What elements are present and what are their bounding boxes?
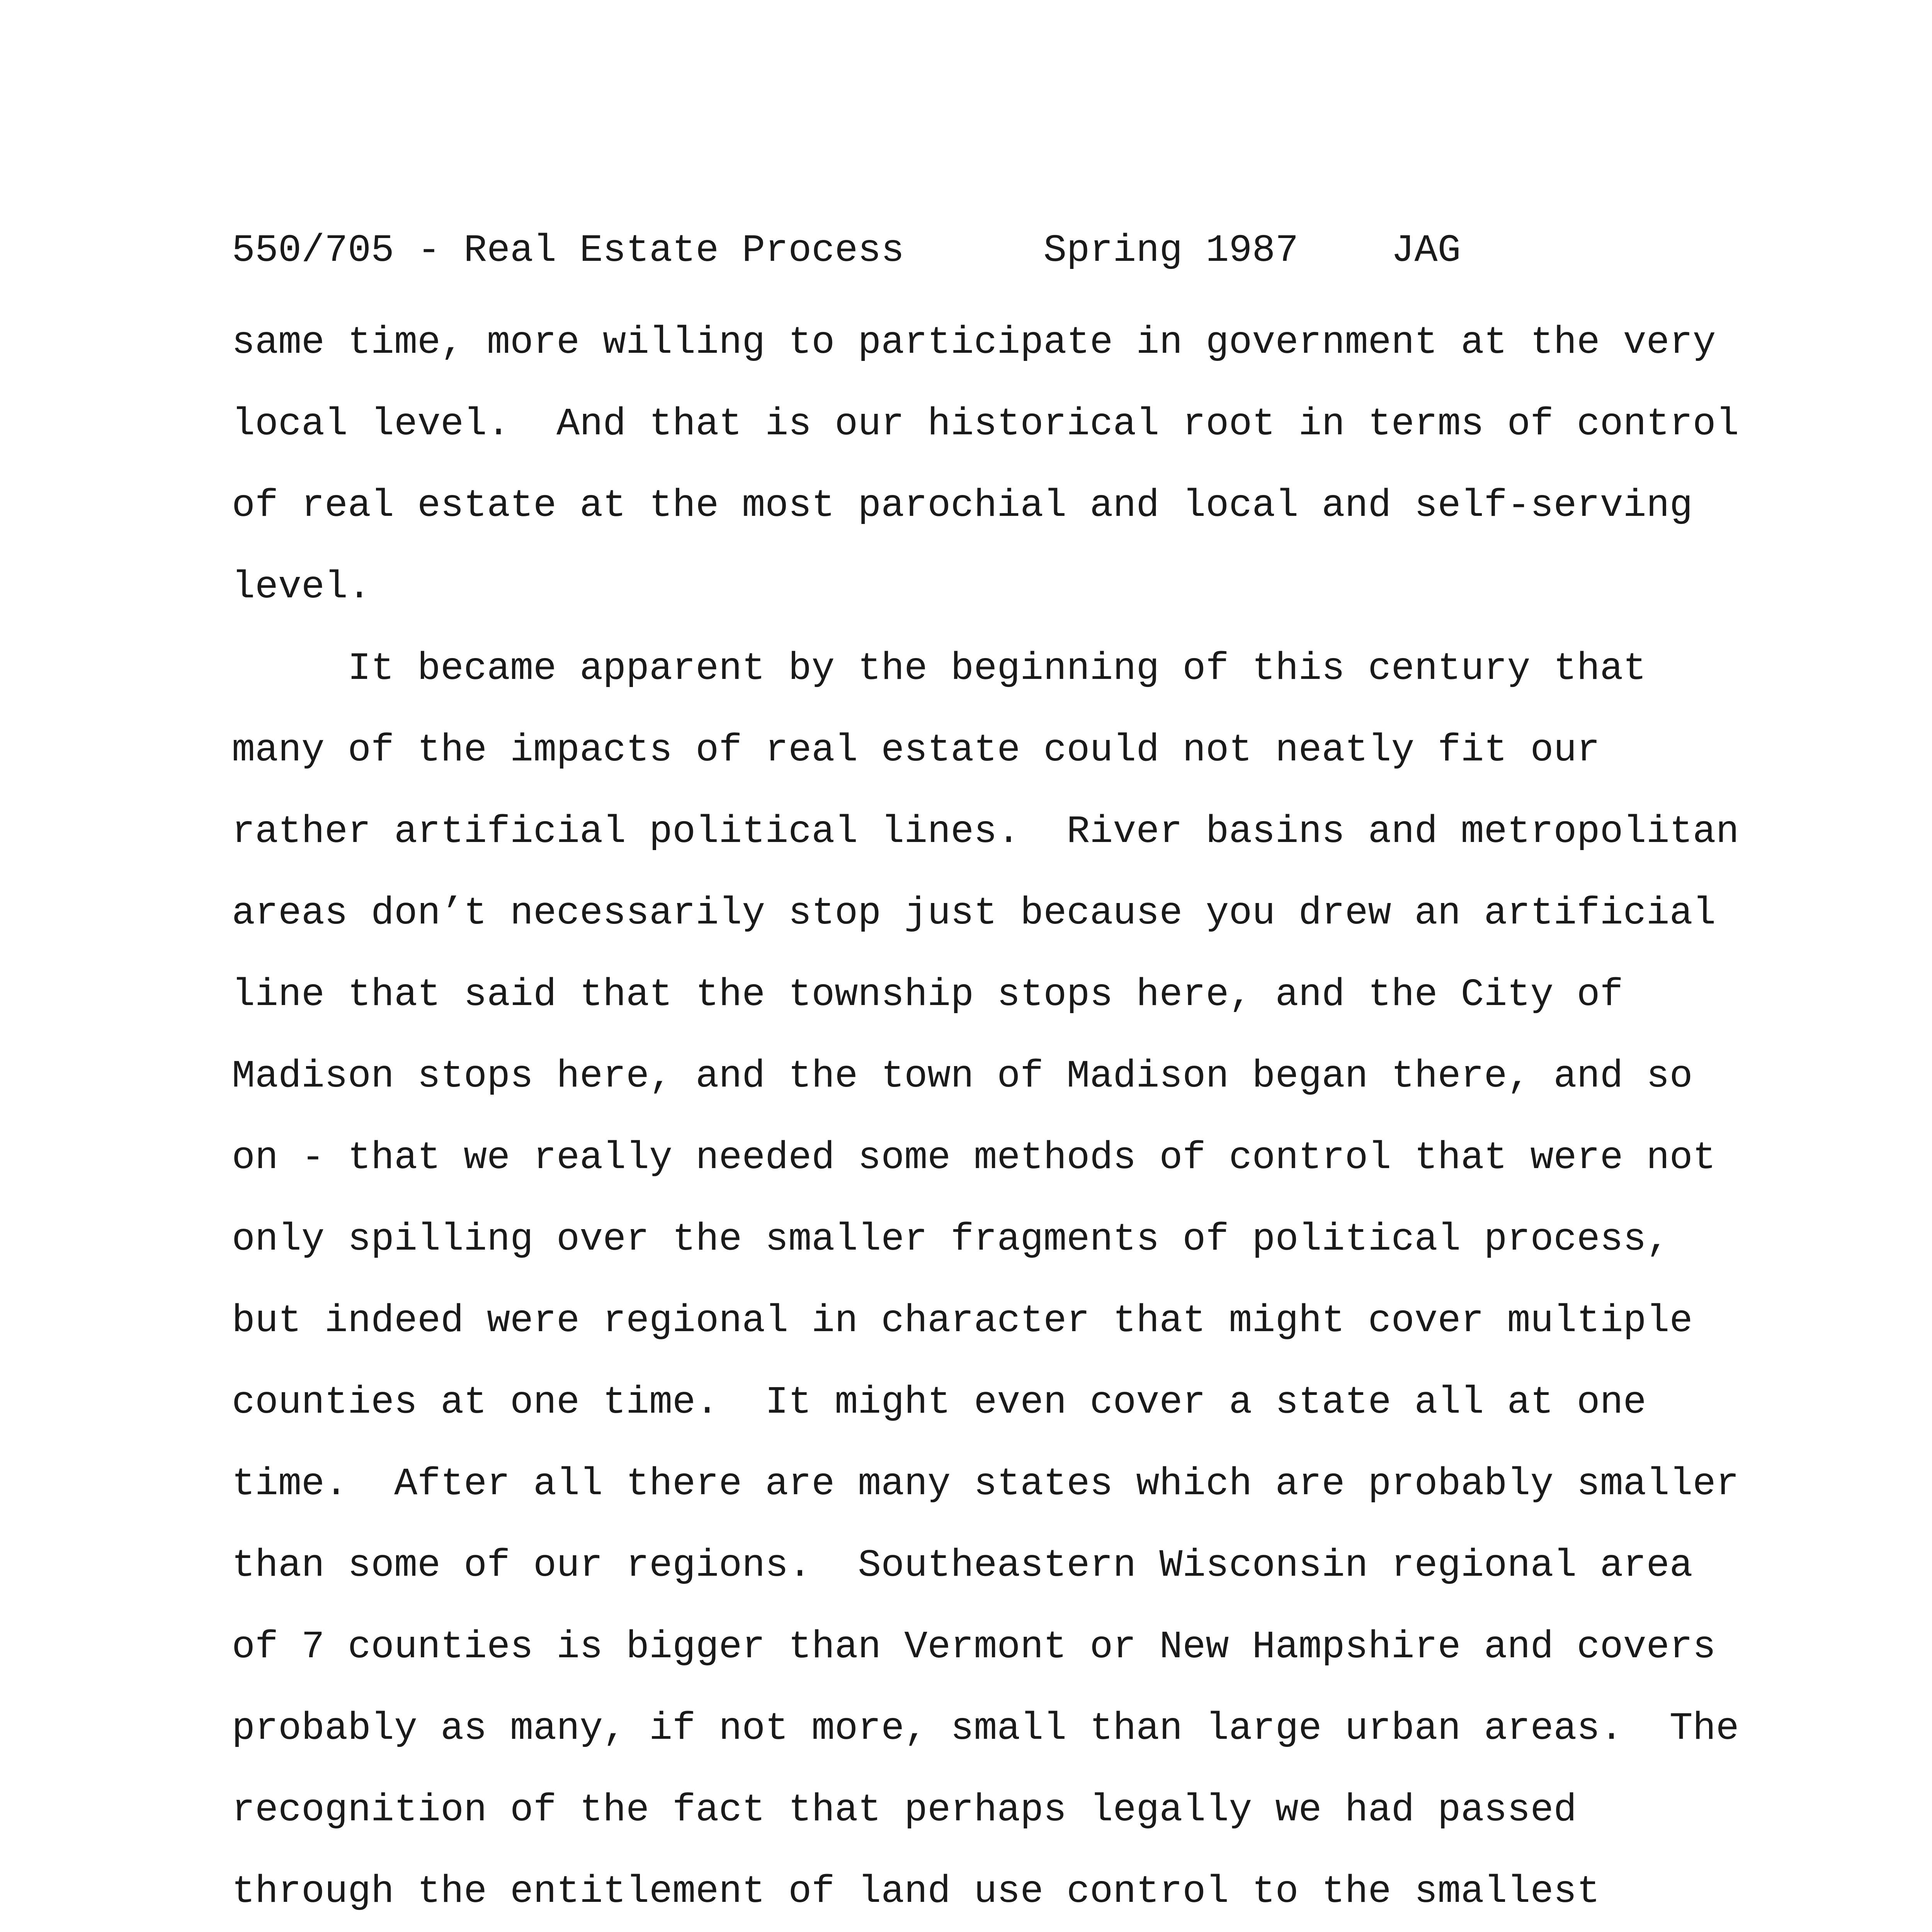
text-line: level. xyxy=(232,566,371,609)
text-line: than some of our regions. Southeastern Wisconsin regional area xyxy=(232,1544,1693,1588)
text-line: recognition of the fact that perhaps legally we had passed xyxy=(232,1789,1577,1832)
text-line: only spilling over the smaller fragments of political process, xyxy=(232,1218,1670,1262)
text-line: time. After all there are many states which are probably smaller xyxy=(232,1463,1739,1506)
text-line: many of the impacts of real estate could not neatly fit our xyxy=(232,729,1600,772)
paragraph-first-line: It became apparent by the beginning of this century that xyxy=(348,647,1646,691)
text-line: local level. And that is our historical root in terms of control xyxy=(232,403,1739,446)
text-line: but indeed were regional in character that might cover multiple xyxy=(232,1299,1693,1343)
text-line: of 7 counties is bigger than Vermont or New Hampshire and covers xyxy=(232,1626,1716,1669)
text-line: of real estate at the most parochial and local and self-serving xyxy=(232,484,1693,528)
text-line: rather artificial political lines. River basins and metropolitan xyxy=(232,810,1739,854)
text-line: on - that we really needed some methods of control that were not xyxy=(232,1136,1716,1180)
running-header: 550/705 - Real Estate Process Spring 1987 JAG xyxy=(232,229,1461,273)
text-line: through the entitlement of land use control to the smallest xyxy=(232,1870,1600,1914)
text-line: same time, more willing to participate in government at the very xyxy=(232,321,1716,365)
text-line: probably as many, if not more, small than large urban areas. The xyxy=(232,1707,1739,1751)
body-text xyxy=(232,302,1758,1932)
text-line: Madison stops here, and the town of Madison began there, and so xyxy=(232,1055,1693,1099)
text-line: line that said that the township stops here, and the City of xyxy=(232,973,1623,1017)
text-line: counties at one time. It might even cover a state all at one xyxy=(232,1381,1646,1425)
text-line: areas don’t necessarily stop just because you drew an artificial xyxy=(232,892,1716,935)
